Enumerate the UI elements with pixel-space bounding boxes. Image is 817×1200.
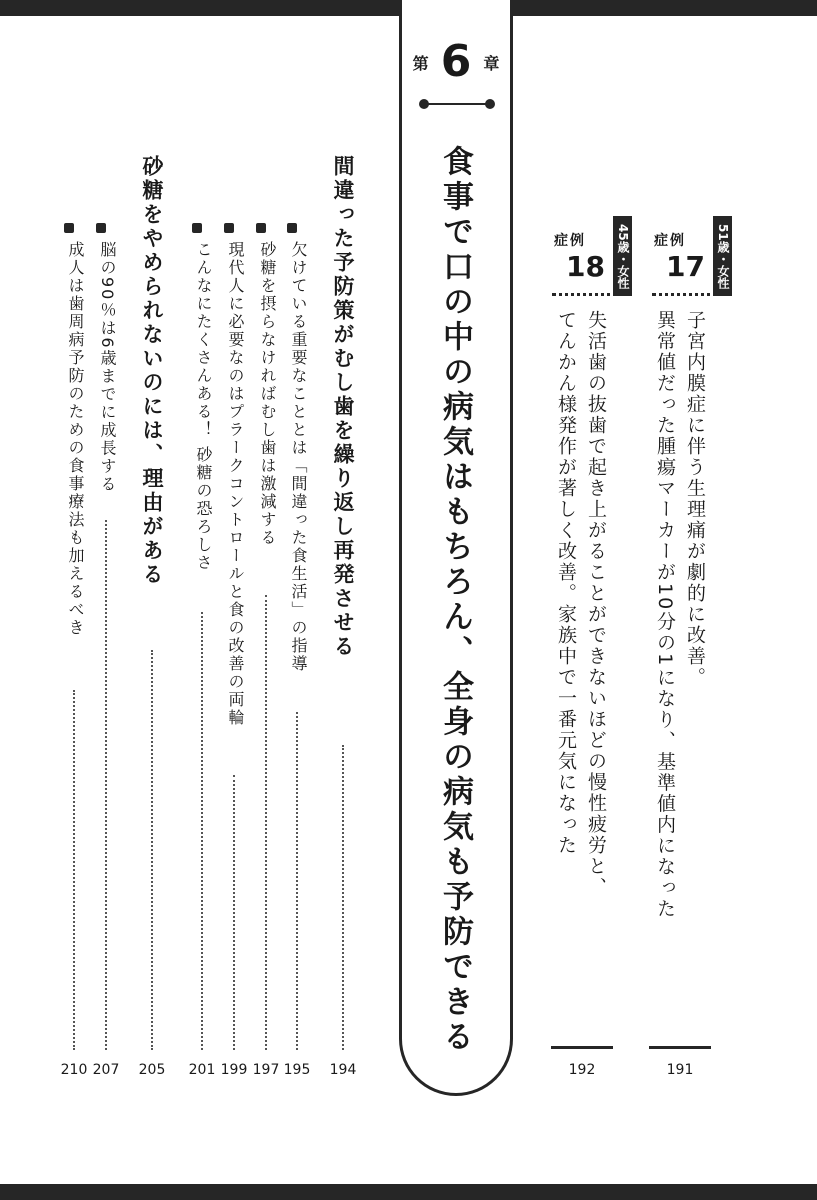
toc-item-195[interactable] <box>287 222 309 673</box>
toc-item-201-text: こんなにたくさんある！ 砂糖の恐ろしさ <box>194 241 213 573</box>
section-1-page: 194 <box>329 1062 357 1078</box>
toc-item-199-leader <box>233 775 235 1050</box>
toc-item-210-text: 成人は歯周病予防のための食事療法も加えるべき <box>66 241 85 637</box>
toc-item-207-leader <box>105 520 107 1050</box>
case-18-page: 192 <box>568 1062 596 1078</box>
bullet-icon <box>256 223 266 233</box>
case-17-number: 17 <box>666 250 705 283</box>
toc-item-197[interactable] <box>256 222 278 547</box>
case-18-header <box>552 216 630 296</box>
case-17-word: 症例 <box>654 233 686 249</box>
bullet-icon <box>192 223 202 233</box>
case-17-dots <box>652 293 718 296</box>
chapter-divider <box>424 103 490 105</box>
toc-item-195-text: 欠けている重要なこととは「間違った食生活」の指導 <box>289 241 308 673</box>
toc-item-201[interactable] <box>192 222 214 572</box>
toc-item-201-page: 201 <box>188 1062 216 1078</box>
case-17-line1: 子宮内膜症に伴う生理痛が劇的に改善。 <box>684 310 706 688</box>
chapter-suffix: 章 <box>483 53 500 73</box>
chapter-prefix: 第 <box>412 53 429 73</box>
toc-item-195-page: 195 <box>283 1062 311 1078</box>
case-17-page: 191 <box>666 1062 694 1078</box>
toc-item-197-text: 砂糖を摂らなければむし歯は激減する <box>258 241 277 547</box>
case-18-line1: 失活歯の抜歯で起き上がることができないほどの慢性疲労と、 <box>585 310 607 898</box>
toc-item-207-page: 207 <box>92 1062 120 1078</box>
toc-item-210-leader <box>73 690 75 1050</box>
chapter-number: 6 <box>440 36 472 87</box>
case-18-text[interactable] <box>551 310 611 898</box>
bullet-icon <box>287 223 297 233</box>
case-17-line2: 異常値だった腫瘍マーカーが10分の1になり、基準値内になった <box>654 310 676 920</box>
section-1-heading: 間違った予防策がむし歯を繰り返し再発させる <box>331 155 355 659</box>
case-18-line2: てんかん様発作が著しく改善。家族中で一番元気になった <box>555 310 577 856</box>
section-1-leader <box>342 745 344 1050</box>
case-18-number: 18 <box>566 250 605 283</box>
chapter-label <box>399 36 513 87</box>
case-18-page-rule <box>551 1046 613 1049</box>
case-18-word: 症例 <box>554 233 586 249</box>
toc-item-199[interactable] <box>224 222 246 727</box>
toc-item-210-page: 210 <box>60 1062 88 1078</box>
case-18-dots <box>552 293 618 296</box>
toc-item-195-leader <box>296 712 298 1050</box>
section-2-leader <box>151 650 153 1050</box>
toc-item-199-text: 現代人に必要なのはプラークコントロールと食の改善の両輪 <box>226 241 245 727</box>
toc-item-197-leader <box>265 595 267 1050</box>
bullet-icon <box>224 223 234 233</box>
bullet-icon <box>96 223 106 233</box>
case-18-badge: 45歳・女性 <box>613 216 632 296</box>
toc-item-207-text: 脳の90％は6歳までに成長する <box>98 241 117 494</box>
toc-item-197-page: 197 <box>252 1062 280 1078</box>
chapter-title[interactable]: 食事で口の中の病気はもちろん、全身の病気も予防できる <box>437 145 473 1055</box>
section-2-heading-column[interactable] <box>139 155 165 587</box>
case-17-text[interactable] <box>650 310 710 919</box>
case-17-page-rule <box>649 1046 711 1049</box>
toc-item-210[interactable] <box>64 222 86 637</box>
section-2-page: 205 <box>138 1062 166 1078</box>
case-17-header <box>652 216 730 296</box>
toc-item-207[interactable] <box>96 222 118 494</box>
case-17-badge: 51歳・女性 <box>713 216 732 296</box>
toc-item-201-leader <box>201 612 203 1050</box>
bullet-icon <box>64 223 74 233</box>
section-1-heading-column[interactable] <box>330 155 356 659</box>
toc-item-199-page: 199 <box>220 1062 248 1078</box>
bottom-bar <box>0 1184 817 1200</box>
section-2-heading: 砂糖をやめられないのには、理由がある <box>140 155 164 587</box>
